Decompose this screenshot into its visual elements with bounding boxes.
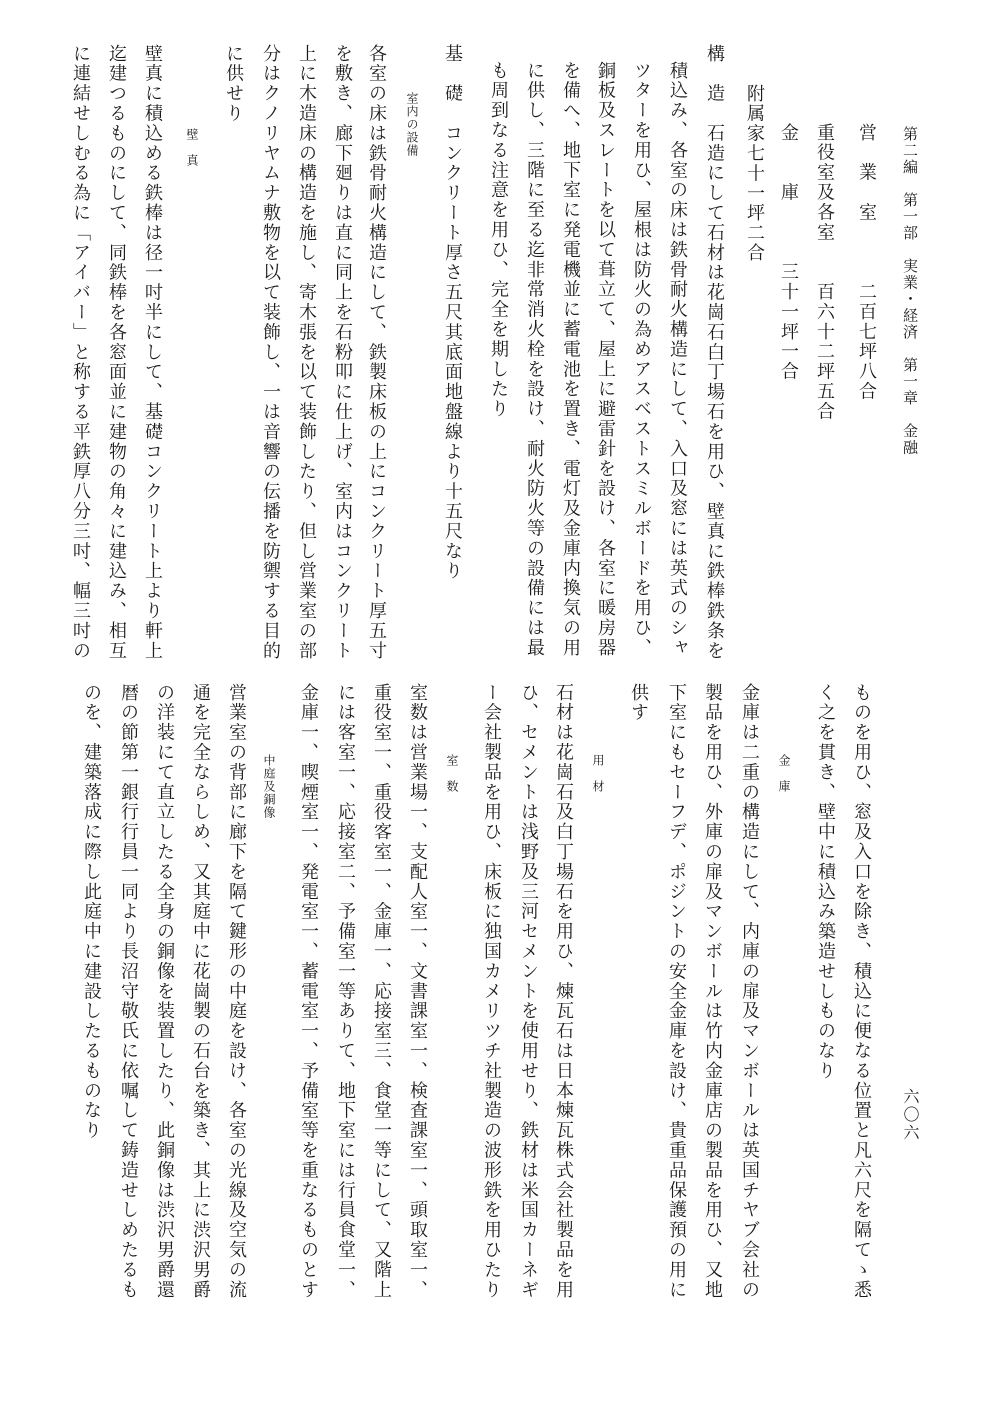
safe-heading: 金 庫 <box>777 754 791 793</box>
structure-line: も周到なる注意を用ひ、完全を期したり <box>488 61 509 420</box>
safe-line: 供す <box>628 683 649 723</box>
courtyard-line: 営業室の背部に廊下を隔て鍵形の中庭を設け、各室の光線及空気の流 <box>226 683 247 1300</box>
floor-area-eigyo: 営 業 室 二百七坪八合 <box>856 123 877 402</box>
safe-line: 下室にもセーフデ、ポジントの安全金庫を設け、貴重品保護預の用に <box>666 683 687 1300</box>
wall-line: に連結せしむる為に「アイバー」と称する平鉄厚八分三吋、幅三吋の <box>70 44 91 661</box>
courtyard-line: のを、建築落成に際し此庭中に建設したるものなり <box>81 683 102 1141</box>
materials-line: 石材は花崗石及白丁場石を用ひ、煉瓦石は日本煉瓦株式会社製品を用 <box>553 683 574 1300</box>
courtyard-line: 通を完全ならしめ、又其庭中に花崗製の石台を築き、其上に渋沢男爵 <box>190 683 211 1300</box>
materials-heading: 用 材 <box>591 754 605 793</box>
floor-area-kinko: 金 庫 三十一坪一合 <box>778 123 799 382</box>
wall-cont-line: ものを用ひ、窓及入口を除き、積込に便なる位置と凡六尺を隔てゝ悉 <box>851 683 872 1300</box>
rooms-line: 金庫一、喫煙室一、発電室一、蓄電室一、予備室等を重なるものとす <box>298 683 319 1300</box>
interior-line: 分はクノリヤムナ敷物を以て装飾し、一は音響の伝播を防禦する目的 <box>260 44 281 661</box>
interior-line: 各室の床は鉄骨耐火構造にして、鉄製床板の上にコンクリート厚五寸 <box>366 44 387 661</box>
structure-line: 銅板及スレートを以て葺立て、屋上に避雷針を設け、各室に暖房器 <box>595 61 616 658</box>
wall-line: 壁真に積込める鉄棒は径一吋半にして、基礎コンクリート上より軒上 <box>142 44 163 661</box>
rooms-heading: 室 数 <box>445 754 459 793</box>
interior-line: に供せり <box>223 44 244 124</box>
structure-line: に供し、三階に至る迄非常消火栓を設け、耐火防火等の設備には最 <box>524 61 545 658</box>
courtyard-heading: 中庭及銅像 <box>262 754 276 819</box>
materials-line: ひ、セメントは浅野及三河セメントを使用せり、鉄材は米国カーネギ <box>518 683 539 1300</box>
materials-line: ー会社製品を用ひ、床板に独国カメリツチ社製造の波形鉄を用ひたり <box>481 683 502 1300</box>
floor-area-juyaku: 重役室及各室 百六十二坪五合 <box>814 123 835 422</box>
page-number: 六〇六 <box>901 1088 920 1142</box>
foundation-line: 基 礎 コンクリート厚さ五尺其底面地盤線より十五尺なり <box>442 44 463 582</box>
courtyard-line: 暦の節第一銀行行員一同より長沼守敬氏に依嘱して鋳造せしめたるも <box>118 683 139 1300</box>
courtyard-line: の洋装にて直立したる全身の銅像を装置したり、此銅像は渋沢男爵還 <box>154 683 175 1300</box>
structure-line: ツターを用ひ、屋根は防火の為めアスベストスミルボードを用ひ、 <box>631 61 652 658</box>
safe-line: 金庫は二重の構造にして、内庫の扉及マンボールは英国チヤブ会社の <box>739 683 760 1300</box>
structure-line: 構 造 石造にして石材は花崗石白丁場石を用ひ、壁真に鉄棒鉄条を <box>704 44 725 661</box>
wall-heading: 壁 真 <box>185 128 199 167</box>
wall-line: 迄建つるものにして、同鉄棒を各窓面並に建物の角々に建込み、相互 <box>106 44 127 661</box>
rooms-line: には客室一、応接室二、予備室一等ありて、地下室には行員食堂一、 <box>335 683 356 1300</box>
structure-line: を備へ、地下室に発電機並に蓄電池を置き、電灯及金庫内換気の用 <box>560 61 581 658</box>
safe-line: 製品を用ひ、外庫の扉及マンボールは竹内金庫店の製品を用ひ、又地 <box>702 683 723 1300</box>
interior-line: 上に木造床の構造を施し、寄木張を以て装飾したり、但し営業室の部 <box>296 44 317 661</box>
annex-area: 附属家七十一坪二合 <box>744 84 765 264</box>
running-header: 第二編 第一部 実業・経済 第一章 金融 <box>901 126 919 456</box>
structure-line: 積込み、各室の床は鉄骨耐火構造にして、入口及窓には英式のシャ <box>667 61 688 658</box>
wall-cont-line: く之を貫き、壁中に積込み築造せしものなり <box>815 683 836 1081</box>
interior-line: を敷き、廊下廻りは直に同上を石粉叩に仕上げ、室内はコンクリート <box>332 44 353 661</box>
rooms-line: 重役室一、重役客室一、金庫一、応接室三、食堂一等にして、又階上 <box>371 683 392 1300</box>
interior-heading: 室内の設備 <box>405 92 419 157</box>
rooms-line: 室数は営業場一、支配人室一、文書課室一、検査課室一、頭取室一、 <box>407 683 428 1300</box>
